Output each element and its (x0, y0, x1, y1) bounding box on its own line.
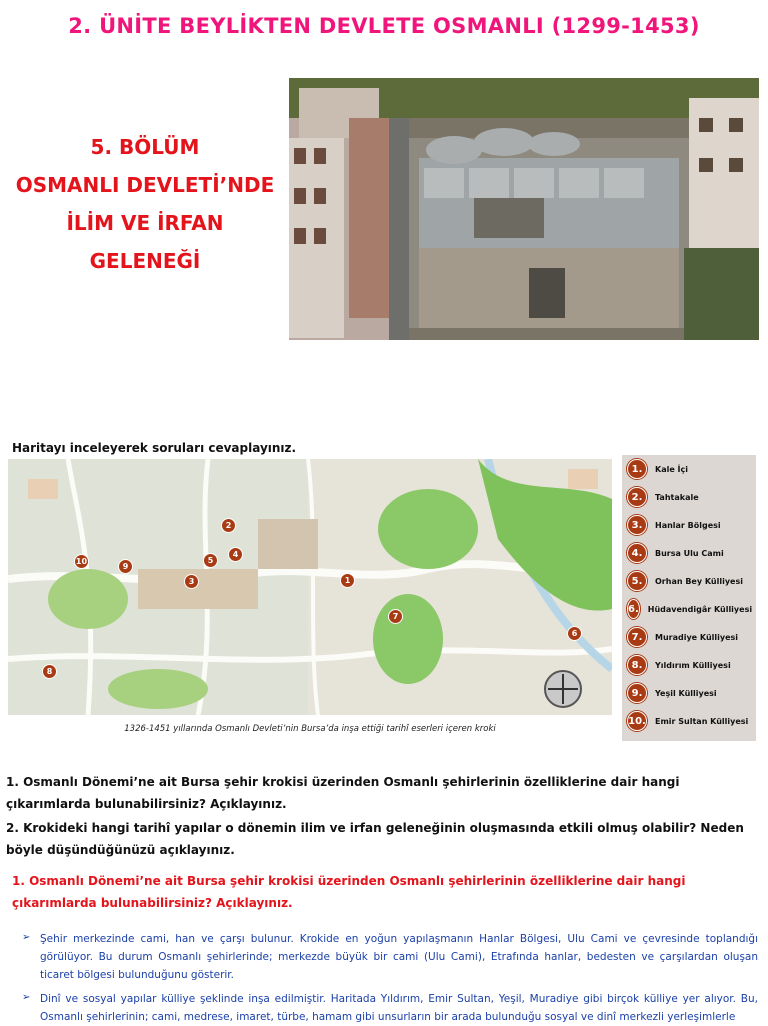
map-marker: 10 (74, 554, 89, 569)
legend-item (622, 541, 752, 565)
legend-number: 1. (627, 459, 647, 479)
legend-item (622, 569, 752, 593)
map-marker: 2 (221, 518, 236, 533)
section-line: 5. BÖLÜM (90, 135, 200, 159)
legend-number: 3. (627, 515, 647, 535)
legend-number: 7. (627, 627, 647, 647)
map-marker: 1 (340, 573, 355, 588)
map-instruction: Haritayı inceleyerek soruları cevaplayınız. (12, 441, 297, 455)
legend-label: Yeşil Külliyesi (655, 688, 717, 698)
map-legend (622, 455, 756, 741)
legend-item (622, 625, 752, 649)
legend-item (622, 709, 752, 733)
legend-number: 2. (627, 487, 647, 507)
legend-item (622, 457, 752, 481)
bullet-icon: ➢ (22, 932, 31, 943)
map-marker: 7 (388, 609, 403, 624)
bursa-sketch-map (8, 459, 612, 715)
map-marker: 3 (184, 574, 199, 589)
legend-number: 4. (627, 543, 647, 563)
section-line: İLİM VE İRFAN (66, 211, 224, 235)
map-illustration (8, 459, 612, 715)
question-1: 1. Osmanlı Dönemi’ne ait Bursa şehir krokisi üzerinden Osmanlı şehirlerinin özelliklerine dair hangi çıkarımlarda bulunabilirsiniz? Açıklayınız. (6, 775, 680, 811)
legend-number: 5. (627, 571, 647, 591)
legend-label: Hüdavendigâr Külliyesi (647, 604, 753, 614)
legend-label: Kale İçi (655, 464, 689, 474)
question-1-repeat: 1. Osmanlı Dönemi’ne ait Bursa şehir krokisi üzerinden Osmanlı şehirlerinin özelliklerine dair hangi çıkarımlarda bulunabilirsiniz? Açıklayınız. (12, 874, 686, 910)
unit-title: 2. ÜNİTE BEYLİKTEN DEVLETE OSMANLI (1299-1453) (68, 14, 700, 38)
legend-item (622, 485, 752, 509)
legend-label: Hanlar Bölgesi (655, 520, 721, 530)
legend-number: 8. (627, 655, 647, 675)
legend-number: 9. (627, 683, 647, 703)
legend-item (622, 653, 752, 677)
section-line: OSMANLI DEVLETİ’NDE (15, 173, 275, 197)
legend-label: Emir Sultan Külliyesi (655, 716, 749, 726)
map-marker: 6 (567, 626, 582, 641)
map-marker: 5 (203, 553, 218, 568)
map-caption: 1326-1451 yıllarında Osmanlı Devleti’nin Bursa’da inşa ettiği tarihî eserleri içeren kroki (124, 724, 496, 734)
legend-item (622, 597, 752, 621)
answer-1: Şehir merkezinde cami, han ve çarşı bulunur. Krokide en yoğun yapılaşmanın Hanlar Bölgesi, Ulu Cami ve çevresinde toplandığı görülüyor. Bu durum Osmanlı şehirlerinde; merkezde büyük bir cami (Ulu Cami), Etrafında hanlar, bedesten ve çarşılardan oluşan ticaret bölgesi bulunduğunu gösterir. (40, 933, 758, 981)
ulu-cami-aerial-photo (289, 78, 759, 340)
legend-label: Yıldırım Külliyesi (655, 660, 731, 670)
legend-label: Tahtakale (655, 492, 699, 502)
legend-label: Bursa Ulu Cami (655, 548, 724, 558)
photo-illustration (289, 78, 759, 340)
legend-number: 6. (627, 599, 640, 619)
legend-number: 10. (627, 711, 647, 731)
legend-label: Orhan Bey Külliyesi (655, 576, 743, 586)
map-marker: 9 (118, 559, 133, 574)
bullet-icon: ➢ (22, 992, 31, 1003)
map-marker: 8 (42, 664, 57, 679)
question-2: 2. Krokideki hangi tarihî yapılar o dönemin ilim ve irfan geleneğinin oluşmasında etkili olmuş olabilir? Neden böyle düşündüğünüzü açıklayınız. (6, 821, 744, 857)
map-marker: 4 (228, 547, 243, 562)
section-line: GELENEĞİ (89, 249, 201, 273)
legend-label: Muradiye Külliyesi (655, 632, 739, 642)
answer-2: Dinî ve sosyal yapılar külliye şeklinde inşa edilmiştir. Haritada Yıldırım, Emir Sultan, Yeşil, Muradiye gibi birçok külliye yer alıyor. Bu, Osmanlı şehirlerinin; cami, medrese, imaret, türbe, hamam gibi unsurların bir arada bulunduğu sosyal ve dinî merkezli yerleşimlerle (40, 993, 758, 1023)
legend-item (622, 513, 752, 537)
section-title (0, 128, 290, 280)
legend-item (622, 681, 752, 705)
